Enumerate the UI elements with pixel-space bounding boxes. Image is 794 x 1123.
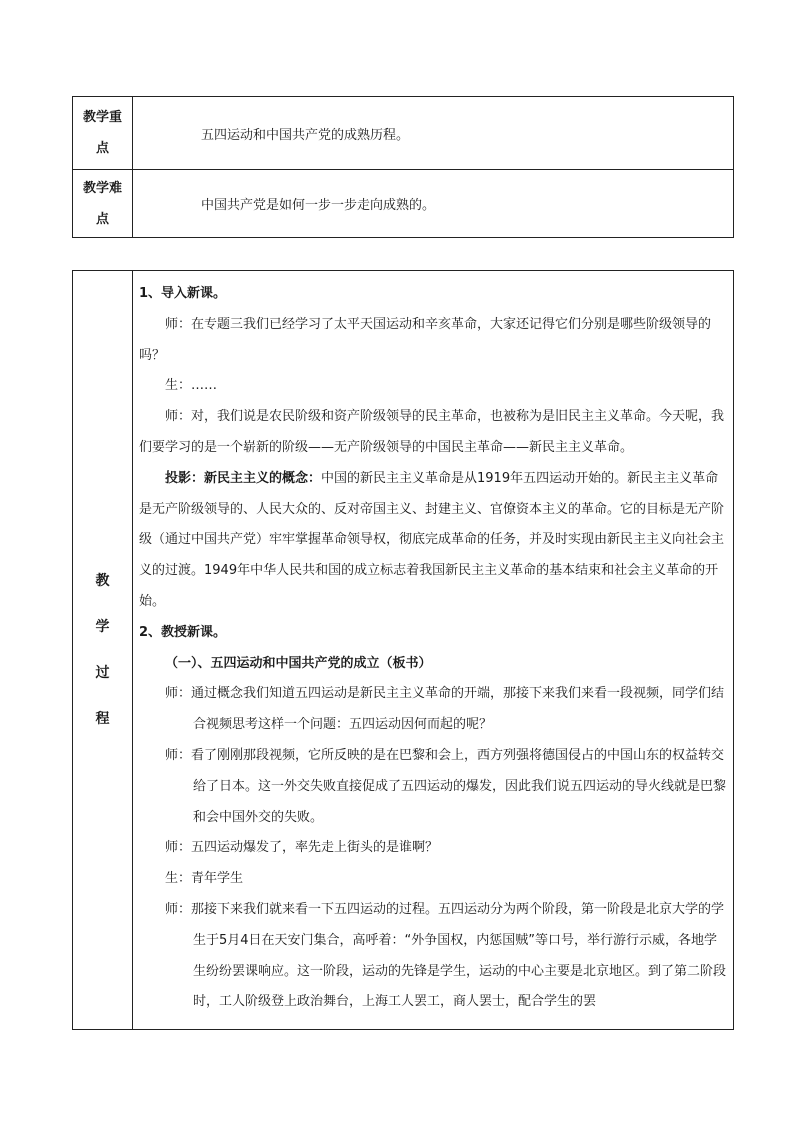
- dialogue-paragraph: 师：那接下来我们就来看一下五四运动的过程。五四运动分为两个阶段，第一阶段是北京大学的学生于5月4日在天安门集合，高呼着：“外争国权，内惩国贼”等口号，举行游行示威，各地学生纷纷罢课响应。这一阶段，运动的先锋是学生，运动的中心主要是北京地区。到了第二阶段时，工人阶级登上政治舞台，上海工人罢工，商人罢士，配合学生的罢: [165, 901, 727, 1010]
- projection-label: 投影：新民主主义的概念：: [165, 470, 322, 486]
- teaching-process-table: [72, 270, 734, 1030]
- teaching-process-content: [133, 271, 734, 1030]
- teaching-process-row: [73, 271, 734, 1030]
- teaching-focus-label: 教学重 点: [73, 97, 133, 170]
- dialogue-paragraph: 师：五四运动爆发了，率先走上街头的是谁啊？: [165, 840, 439, 856]
- teaching-focus-row: [73, 97, 734, 170]
- projection-paragraph: 投影：新民主主义的概念：中国的新民主主义革命是从1919年五四运动开始的。新民主主义革命是无产阶级领导的、人民大众的、反对帝国主义、封建主义、官僚资本主义的革命。它的目标是无产阶级（通过中国共产党）牢牢掌握革命领导权，彻底完成革命的任务，并及时实现由新民主主义向社会主义的过渡。1949年中华人民共和国的成立标志着我国新民主主义革命的基本结束和社会主义革命的开始。: [139, 470, 725, 609]
- dialogue-paragraph: 师：在专题三我们已经学习了太平天国运动和辛亥革命，大家还记得它们分别是哪些阶级领导的吗？: [139, 316, 712, 363]
- dialogue-paragraph: 师：对，我们说是农民阶级和资产阶级领导的民主革命，也被称为是旧民主主义革命。今天呢，我们要学习的是一个崭新的阶级——无产阶级领导的中国民主革命——新民主主义革命。: [139, 409, 725, 455]
- teaching-difficulty-value: 中国共产党是如何一步一步走向成熟的。: [133, 170, 734, 238]
- teaching-difficulty-row: [73, 170, 734, 238]
- dialogue-paragraph: 生：青年学生: [165, 871, 244, 887]
- heading-intro: 1、导入新课。: [139, 286, 227, 301]
- dialogue-paragraph: 师：通过概念我们知道五四运动是新民主主义革命的开端，那接下来我们来看一段视频，同学们结合视频思考这样一个问题：五四运动因何而起的呢？: [165, 686, 725, 733]
- heading-new-lesson: 2、教授新课。: [139, 624, 227, 640]
- focus-difficulty-table: [72, 96, 734, 238]
- dialogue-paragraph: 生：……: [165, 378, 218, 394]
- dialogue-paragraph: 师：看了刚刚那段视频，它所反映的是在巴黎和会上，西方列强将德国侵占的中国山东的权益转交给了日本。这一外交失败直接促成了五四运动的爆发，因此我们说五四运动的导火线就是巴黎和会中国外交的失败。: [165, 747, 727, 825]
- teaching-process-label: 教 学 过 程: [73, 271, 133, 1030]
- teaching-focus-value: 五四运动和中国共产党的成熟历程。: [133, 97, 734, 170]
- section-heading: （一）、五四运动和中国共产党的成立（板书）: [165, 655, 432, 671]
- teaching-difficulty-label: 教学难 点: [73, 170, 133, 238]
